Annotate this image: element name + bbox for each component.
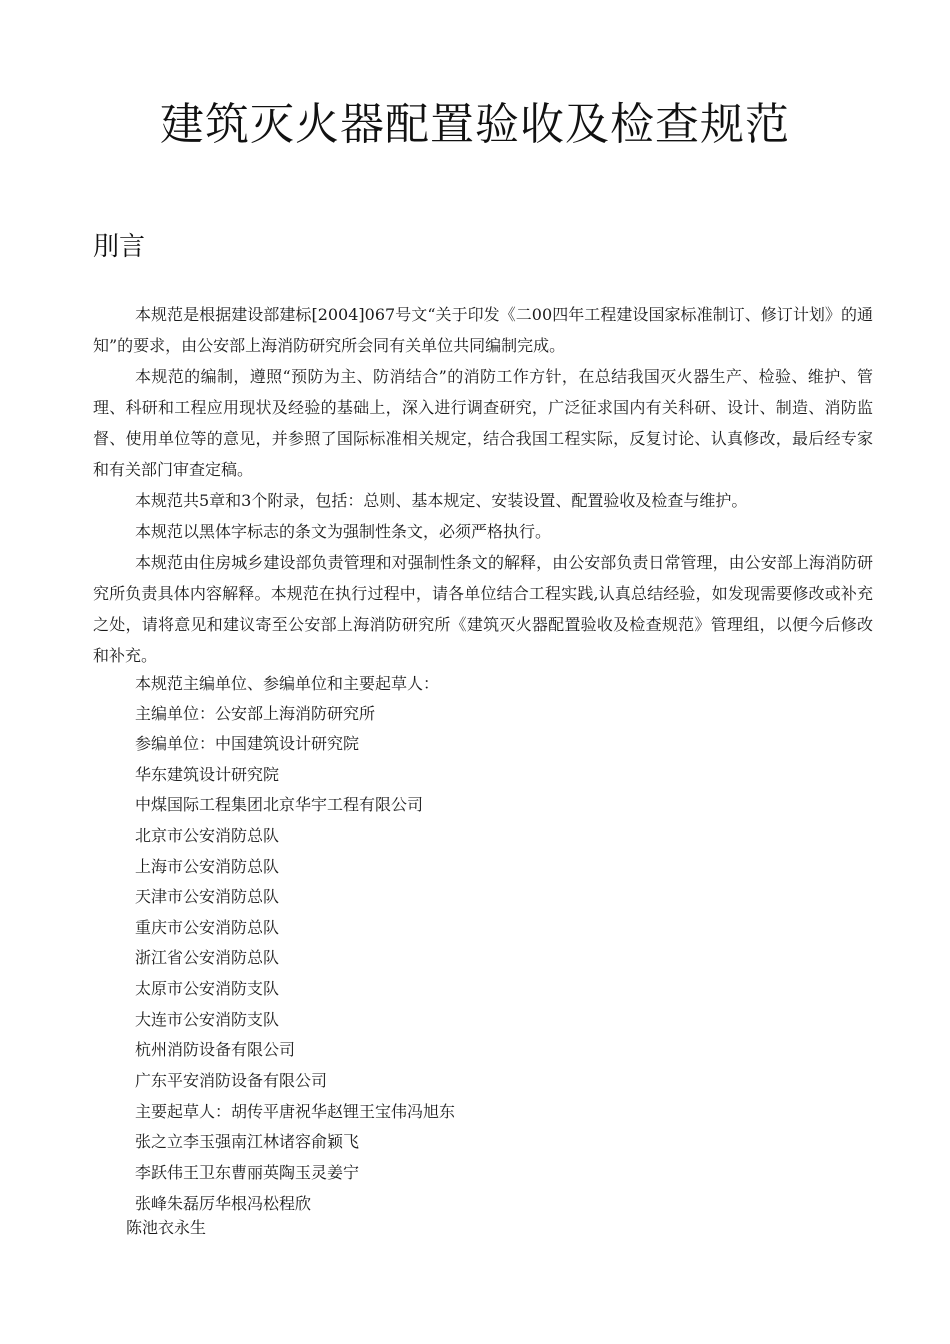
list-line: 中煤国际工程集团北京华宇工程有限公司 <box>135 795 424 814</box>
list-line: 华东建筑设计研究院 <box>135 765 280 784</box>
paragraph: 本规范由住房城乡建设部负责管理和对强制性条文的解释，由公安部负责日常管理，由公安部上海消防研究所负责具体内容解释。本规范在执行过程中，请各单位结合工程实践,认真总结经验，如发现需要修改或补充之处，请将意见和建议寄至公安部上海消防研究所《建筑灭火器配置验收及检查规范》管理组，以便今后修改和补充。 <box>93 553 873 665</box>
list-line: 参编单位：中国建筑设计研究院 <box>135 734 360 753</box>
paragraph: 本规范的编制，遵照“预防为主、防消结合”的消防工作方针，在总结我国灭火器生产、检验、维护、管理、科研和工程应用现状及经验的基础上，深入进行调查研究，广泛征求国内有关科研、设计、制造、消防监督、使用单位等的意见，并参照了国际标准相关规定，结合我国工程实际，反复讨论、认真修改，最后经专家和有关部门审查定稿。 <box>93 367 873 479</box>
list-line: 杭州消防设备有限公司 <box>135 1040 296 1059</box>
list-line: 天津市公安消防总队 <box>135 887 280 906</box>
list-line: 大连市公安消防支队 <box>135 1010 280 1029</box>
list-line: 北京市公安消防总队 <box>135 826 280 845</box>
list-line: 太原市公安消防支队 <box>135 979 280 998</box>
list-line: 浙江省公安消防总队 <box>135 948 280 967</box>
list-line: 主编单位：公安部上海消防研究所 <box>135 704 376 723</box>
list-line: 主要起草人：胡传平唐祝华赵锂王宝伟冯旭东 <box>135 1102 456 1121</box>
list-line: 重庆市公安消防总队 <box>135 918 280 937</box>
paragraph: 本规范共5章和3个附录，包括：总则、基本规定、安装设置、配置验收及检查与维护。 <box>135 491 748 510</box>
page-title: 建筑灭火器配置验收及检查规范 <box>160 99 790 150</box>
list-line: 上海市公安消防总队 <box>135 857 280 876</box>
paragraph: 本规范是根据建设部建标[2004]067号文“关于印发《二00四年工程建设国家标准制订、修订计划》的通知”的要求，由公安部上海消防研究所会同有关单位共同编制完成。 <box>93 305 873 355</box>
list-line: 广东平安消防设备有限公司 <box>135 1071 328 1090</box>
list-line: 本规范主编单位、参编单位和主要起草人： <box>135 674 440 693</box>
list-line: 张峰朱磊厉华根冯松程欣 <box>135 1194 312 1213</box>
list-line: 张之立李玉强南江林诸容俞颖飞 <box>135 1132 360 1151</box>
paragraph: 本规范以黑体字标志的条文为强制性条文，必须严格执行。 <box>135 522 552 541</box>
section-heading: 刖言 <box>93 232 146 262</box>
list-line: 陈池衣永生 <box>126 1218 207 1237</box>
body-text <box>93 299 873 671</box>
list-line: 李跃伟王卫东曹丽英陶玉灵姜宁 <box>135 1163 360 1182</box>
